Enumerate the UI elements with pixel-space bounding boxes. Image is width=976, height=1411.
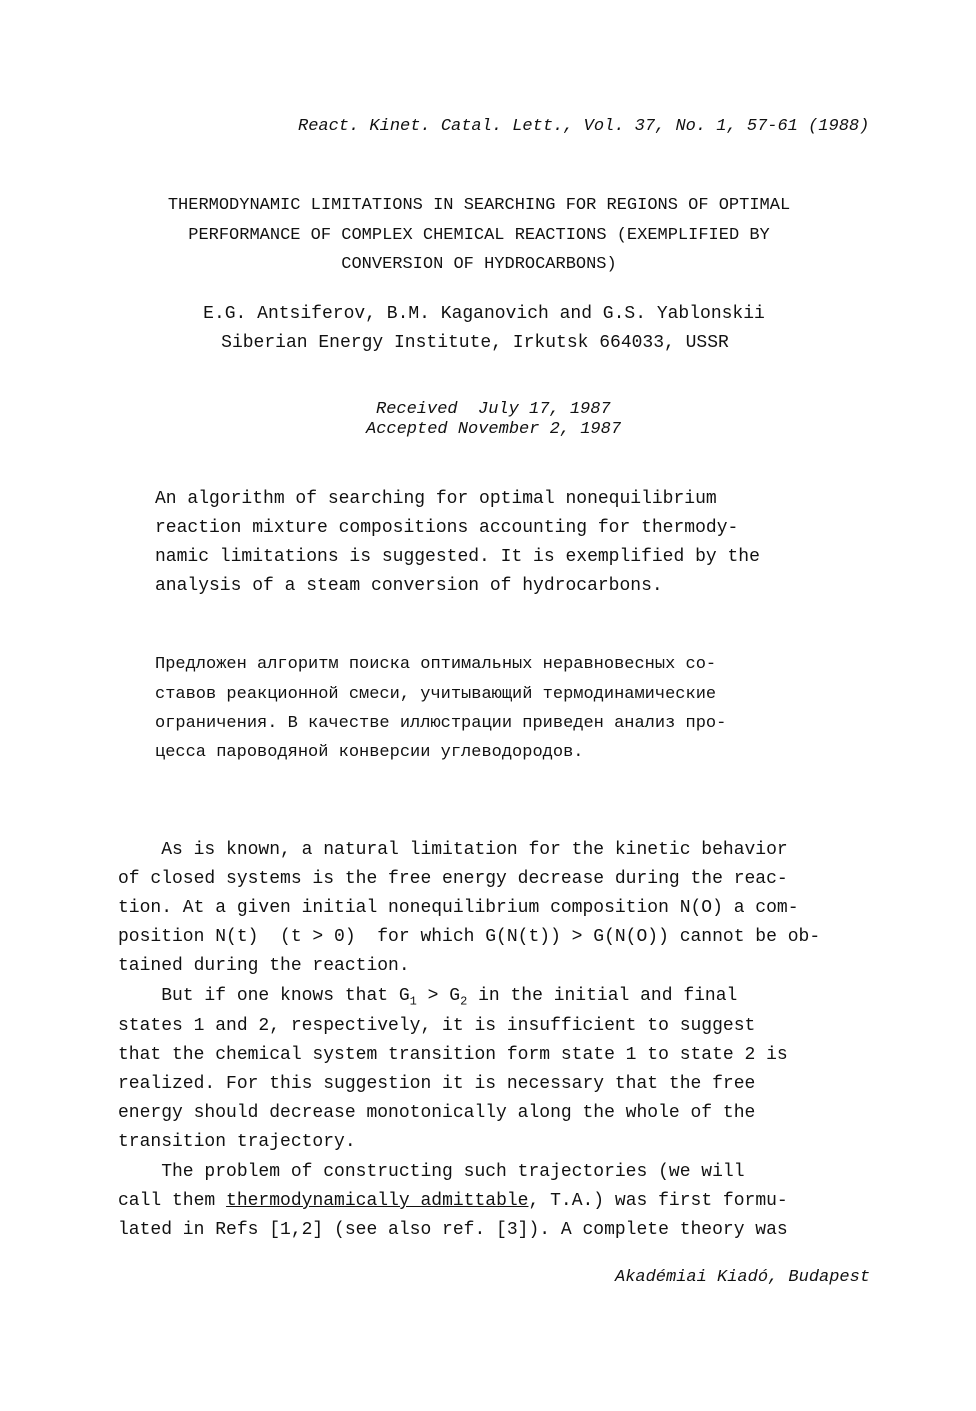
title-line-3: CONVERSION OF HYDROCARBONS) <box>341 255 617 274</box>
abstract-ru-line: ставов реакционной смеси, учитывающий термодинамические <box>155 685 717 704</box>
body-line: that the chemical system transition form state 1 to state 2 is <box>118 1045 788 1065</box>
body-line: of closed systems is the free energy decrease during the reac- <box>118 869 788 889</box>
body-line: lated in Refs [1,2] (see also ref. [3]). A complete theory was <box>118 1220 788 1240</box>
abstract-en-line: analysis of a steam conversion of hydrocarbons. <box>155 576 663 596</box>
body-text: in the initial and final <box>467 986 738 1006</box>
title-line-2: PERFORMANCE OF COMPLEX CHEMICAL REACTIONS (EXEMPLIFIED BY <box>188 226 770 245</box>
author-affiliation: Siberian Energy Institute, Irkutsk 664033, USSR <box>221 333 729 353</box>
body-line: As is known, a natural limitation for the kinetic behavior <box>118 840 788 860</box>
abstract-ru-line: Предложен алгоритм поиска оптимальных неравновесных со- <box>155 655 717 674</box>
body-text: But if one knows that G <box>118 986 410 1006</box>
body-line: The problem of constructing such trajectories (we will <box>118 1162 745 1182</box>
publisher-footer: Akadémiai Kiadó, Budapest <box>615 1268 871 1287</box>
body-line: tion. At a given initial nonequilibrium composition N(O) a com- <box>118 898 799 918</box>
accepted-date: Accepted November 2, 1987 <box>366 420 622 439</box>
underlined-term: thermodynamically admittable <box>226 1191 529 1211</box>
body-line: energy should decrease monotonically along the whole of the <box>118 1103 756 1123</box>
subscript: 2 <box>460 994 468 1009</box>
abstract-en-line: An algorithm of searching for optimal nonequilibrium <box>155 489 717 509</box>
body-text: > G <box>416 986 461 1006</box>
subscript: 1 <box>409 994 417 1009</box>
body-line: tained during the reaction. <box>118 956 410 976</box>
body-line: realized. For this suggestion it is necessary that the free <box>118 1074 756 1094</box>
abstract-en-line: namic limitations is suggested. It is exemplified by the <box>155 547 760 567</box>
body-line: states 1 and 2, respectively, it is insufficient to suggest <box>118 1016 756 1036</box>
journal-citation: React. Kinet. Catal. Lett., Vol. 37, No. 1, 57-61 (1988) <box>298 117 870 136</box>
body-line <box>118 986 737 1009</box>
abstract-en-line: reaction mixture compositions accounting for thermody- <box>155 518 739 538</box>
body-line: transition trajectory. <box>118 1132 356 1152</box>
abstract-ru-line: ограничения. В качестве иллюстрации приведен анализ про- <box>155 714 727 733</box>
body-text: call them <box>118 1191 227 1211</box>
received-date: Received July 17, 1987 <box>376 400 611 419</box>
body-line: position N(t) (t > 0) for which G(N(t)) > G(N(O)) cannot be ob- <box>118 927 821 947</box>
body-line <box>118 1191 788 1211</box>
body-text: , T.A.) was first formu- <box>528 1191 788 1211</box>
abstract-ru-line: цесса пароводяной конверсии углеводородов. <box>155 743 584 762</box>
title-line-1: THERMODYNAMIC LIMITATIONS IN SEARCHING FOR REGIONS OF OPTIMAL <box>167 196 791 215</box>
author-names: E.G. Antsiferov, B.M. Kaganovich and G.S. Yablonskii <box>203 304 765 324</box>
